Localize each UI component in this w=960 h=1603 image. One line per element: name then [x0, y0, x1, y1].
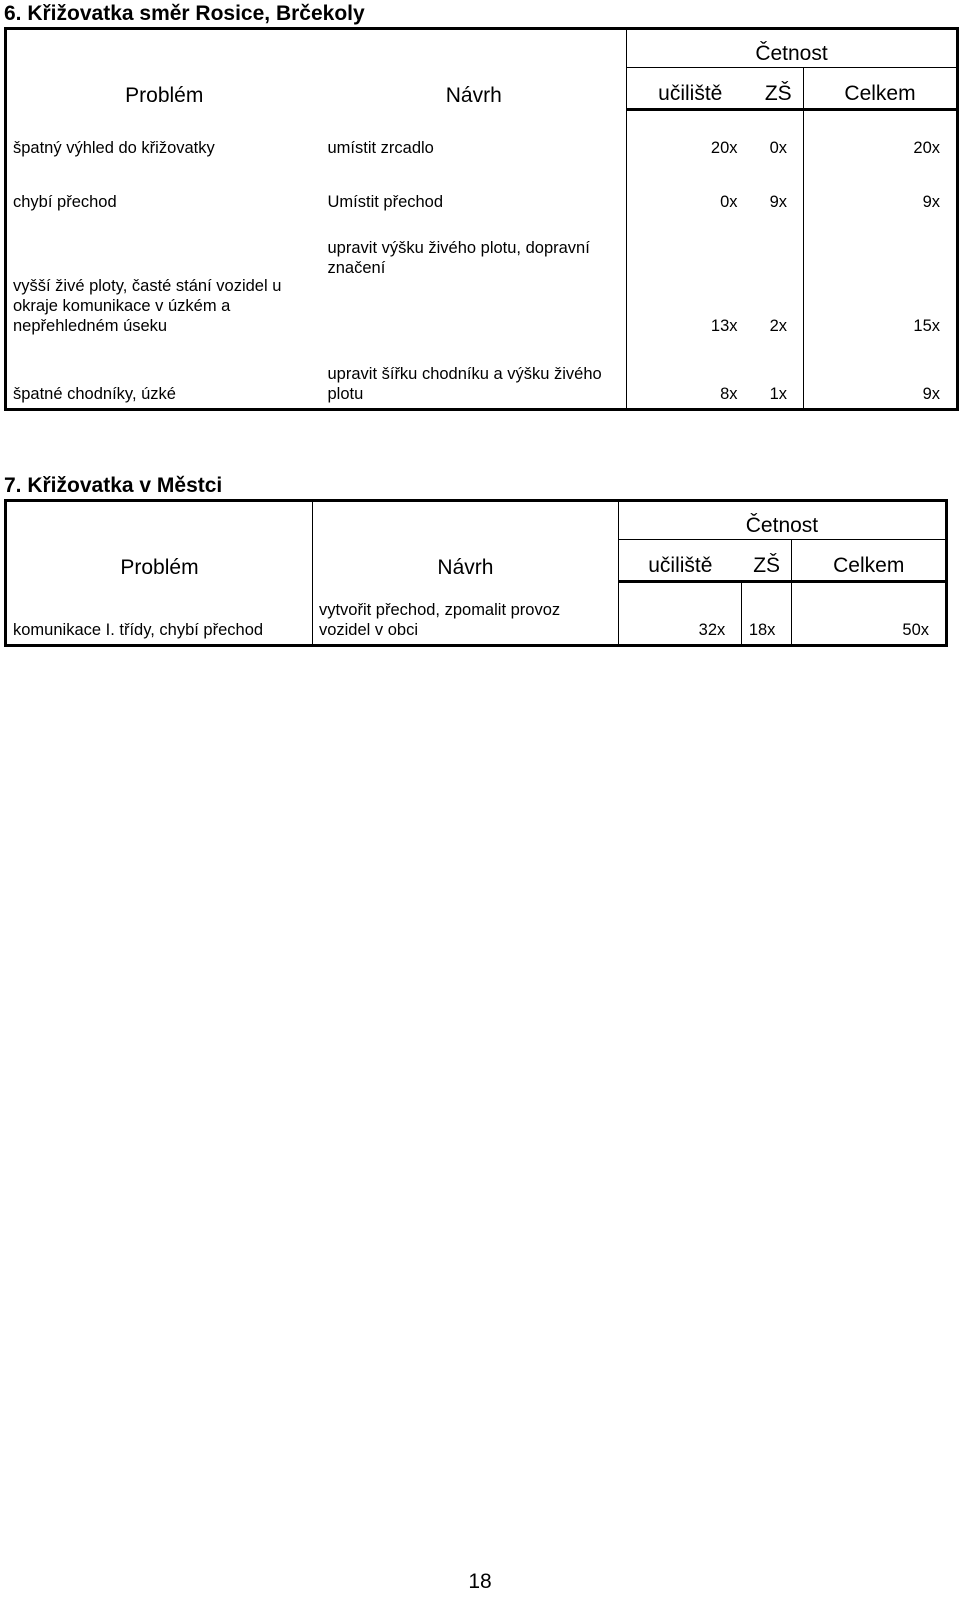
header-col-zs: ZŠ [742, 540, 792, 582]
cell-problem: vyšší živé ploty, časté stání vozidel u okraje komunikace v úzkém a nepřehledném úseku [13, 276, 282, 335]
cell-total: 15x [804, 216, 958, 340]
page-number: 18 [468, 1570, 492, 1593]
frequency-table [4, 499, 948, 647]
frequency-table [4, 27, 959, 411]
cell-uciliste: 13x [627, 216, 754, 340]
header-problem: Problém [125, 83, 204, 107]
header-col-uciliste: učiliště [627, 68, 754, 110]
header-proposal: Návrh [312, 501, 618, 582]
cell-uciliste: 0x [627, 162, 754, 216]
cell-total: 9x [804, 162, 958, 216]
table-row [6, 582, 947, 646]
header-problem: Problém [120, 555, 199, 579]
header-proposal: Návrh [445, 83, 502, 107]
header-col-uciliste: učiliště [618, 540, 741, 582]
cell-proposal: upravit šířku chodníku a výšku živého plotu [327, 365, 602, 403]
header-frequency: Četnost [618, 501, 946, 540]
cell-total: 20x [804, 110, 958, 162]
table-row [6, 340, 958, 410]
cell-total: 9x [804, 340, 958, 410]
cell-zs: 9x [769, 192, 787, 211]
cell-problem: komunikace I. třídy, chybí přechod [13, 621, 264, 639]
cell-proposal: Umístit přechod [327, 192, 444, 211]
cell-problem: chybí přechod [13, 192, 117, 211]
cell-uciliste: 20x [627, 110, 754, 162]
section-title: 7. Křižovatka v Městci [4, 474, 223, 497]
cell-zs: 0x [769, 138, 787, 157]
header-col-total: Celkem [792, 540, 947, 582]
table-row [6, 216, 958, 340]
cell-proposal: upravit výšku živého plotu, dopravní značení [327, 238, 590, 277]
cell-total: 50x [792, 582, 947, 646]
header-col-zs: ZŠ [754, 68, 804, 110]
cell-problem: špatný výhled do křižovatky [13, 138, 215, 157]
cell-uciliste: 32x [618, 582, 741, 646]
cell-problem: špatné chodníky, úzké [13, 385, 176, 403]
cell-proposal: vytvořit přechod, zpomalit provoz vozidel v obci [312, 582, 618, 646]
section-title: 6. Křižovatka směr Rosice, Brčekoly [4, 2, 365, 25]
header-frequency: Četnost [627, 29, 958, 68]
cell-uciliste: 8x [627, 340, 754, 410]
cell-proposal: umístit zrcadlo [327, 138, 434, 157]
cell-zs: 2x [769, 316, 787, 335]
cell-zs: 1x [769, 385, 787, 403]
cell-zs: 18x [742, 582, 792, 646]
table-row [6, 162, 958, 216]
header-col-total: Celkem [804, 68, 958, 110]
table-row [6, 110, 958, 162]
